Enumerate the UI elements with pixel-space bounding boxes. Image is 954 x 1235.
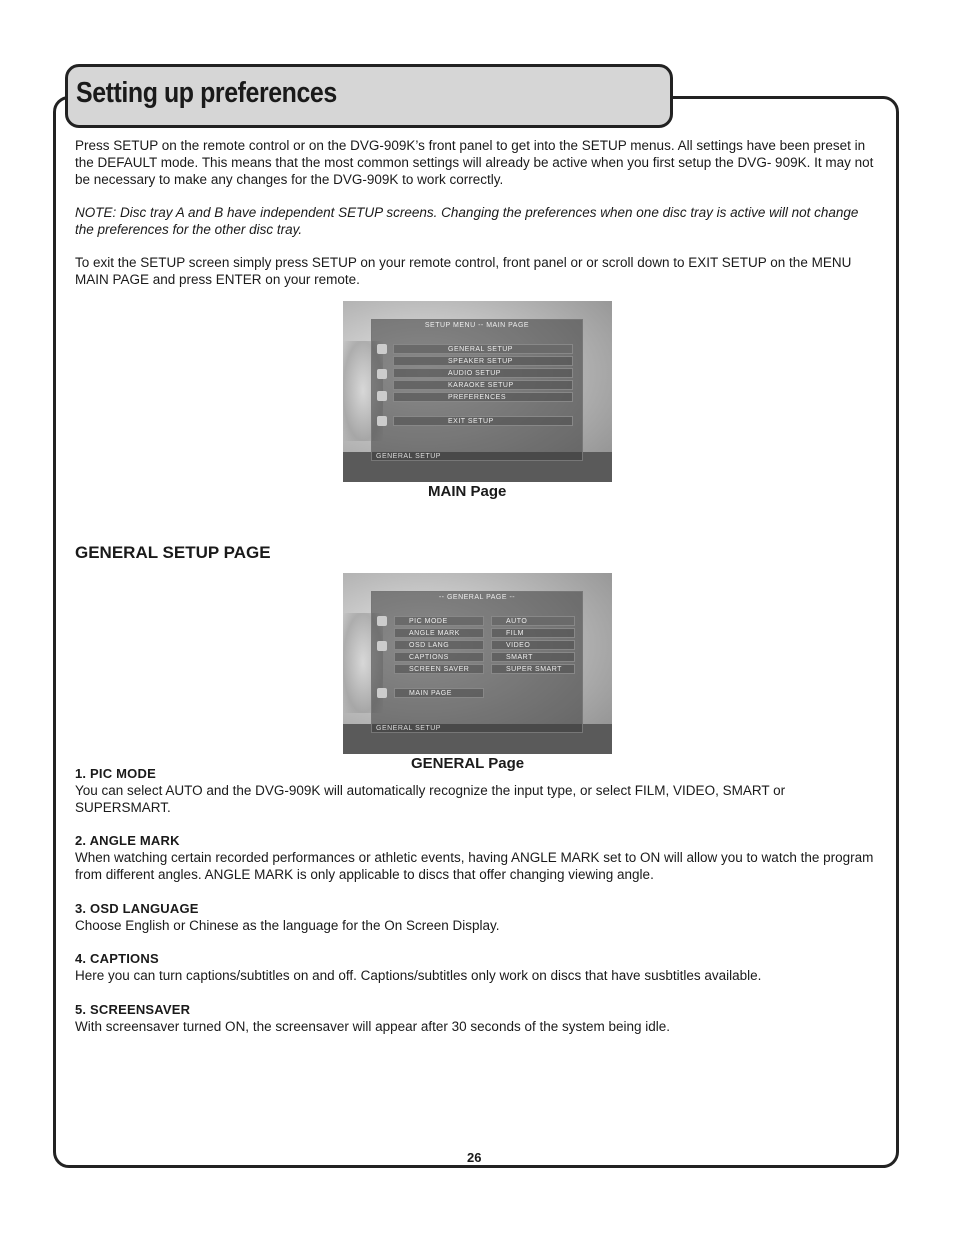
menu-item-captions[interactable]: CAPTIONS xyxy=(394,652,484,662)
menu-item-angle-mark[interactable]: ANGLE MARK xyxy=(394,628,484,638)
item-body: With screensaver turned ON, the screensaver will appear after 30 seconds of the system being idle. xyxy=(75,1019,671,1034)
general-page-screenshot xyxy=(343,573,612,754)
item-heading: 5. SCREENSAVER xyxy=(75,1002,191,1017)
menu-title: -- GENERAL PAGE -- xyxy=(438,594,516,601)
menu-item-osd-lang[interactable]: OSD LANG xyxy=(394,640,484,650)
page-number: 26 xyxy=(467,1150,482,1165)
menu-item-pic-mode[interactable]: PIC MODE xyxy=(394,616,484,626)
item-body: You can select AUTO and the DVG-909K will automatically recognize the input type, or select FILM, VIDEO, SMART or SUPERSMART. xyxy=(75,783,786,815)
item-body: Here you can turn captions/subtitles on and off. Captions/subtitles only work on discs that have susbtitles available. xyxy=(75,968,762,983)
section-heading: GENERAL SETUP PAGE xyxy=(75,543,271,562)
general-menu-panel xyxy=(371,591,583,733)
note-paragraph: NOTE: Disc tray A and B have independent SETUP screens. Changing the preferences when one disc tray is active will not change the preferences for the other disc tray. xyxy=(75,205,859,237)
exit-paragraph: To exit the SETUP screen simply press SETUP on your remote control, front panel or or scroll down to EXIT SETUP on the MENU MAIN PAGE and press ENTER on your remote. xyxy=(75,255,852,287)
item-heading: 2. ANGLE MARK xyxy=(75,833,180,848)
intro-paragraph: Press SETUP on the remote control or on the DVG-909K’s front panel to get into the SETUP menus. All settings have been preset in the DEFAULT mode. This means that the most common settings will already be active when you first setup the DVG- 909K. It may not be necessary to make any changes for the DVG-909K to work correctly. xyxy=(75,138,874,187)
preferences-icon xyxy=(377,391,387,401)
option-super-smart[interactable]: SUPER SMART xyxy=(491,664,575,674)
item-body: Choose English or Chinese as the language for the On Screen Display. xyxy=(75,918,500,933)
display-icon xyxy=(377,641,387,651)
title-tab xyxy=(65,64,673,128)
menu-item-exit-setup[interactable]: EXIT SETUP xyxy=(393,416,573,426)
menu-item-general-setup[interactable]: GENERAL SETUP xyxy=(393,344,573,354)
general-setup-icon xyxy=(377,344,387,354)
menu-title: SETUP MENU -- MAIN PAGE xyxy=(424,322,530,329)
menu-item-preferences[interactable]: PREFERENCES xyxy=(393,392,573,402)
item-heading: 1. PIC MODE xyxy=(75,766,156,781)
page-title: Setting up preferences xyxy=(76,77,337,109)
menu-item-screen-saver[interactable]: SCREEN SAVER xyxy=(394,664,484,674)
screen-footer: GENERAL SETUP xyxy=(376,453,441,460)
item-body: When watching certain recorded performances or athletic events, having ANGLE MARK set to ON will allow you to watch the program from different angles. ANGLE MARK is only applicable to discs that offer changing viewing angle. xyxy=(75,850,874,882)
screen-footer: GENERAL SETUP xyxy=(376,725,441,732)
menu-item-karaoke-setup[interactable]: KARAOKE SETUP xyxy=(393,380,573,390)
menu-item-main-page[interactable]: MAIN PAGE xyxy=(394,688,484,698)
option-smart[interactable]: SMART xyxy=(491,652,575,662)
option-video[interactable]: VIDEO xyxy=(491,640,575,650)
general-setup-icon xyxy=(377,616,387,626)
option-film[interactable]: FILM xyxy=(491,628,575,638)
back-arrow-icon xyxy=(377,688,387,698)
item-heading: 4. CAPTIONS xyxy=(75,951,159,966)
exit-icon xyxy=(377,416,387,426)
main-page-screenshot xyxy=(343,301,612,482)
audio-icon xyxy=(377,369,387,379)
main-page-caption: MAIN Page xyxy=(428,483,507,500)
option-auto[interactable]: AUTO xyxy=(491,616,575,626)
general-page-caption: GENERAL Page xyxy=(411,755,525,772)
menu-item-audio-setup[interactable]: AUDIO SETUP xyxy=(393,368,573,378)
item-heading: 3. OSD LANGUAGE xyxy=(75,901,199,916)
menu-item-speaker-setup[interactable]: SPEAKER SETUP xyxy=(393,356,573,366)
